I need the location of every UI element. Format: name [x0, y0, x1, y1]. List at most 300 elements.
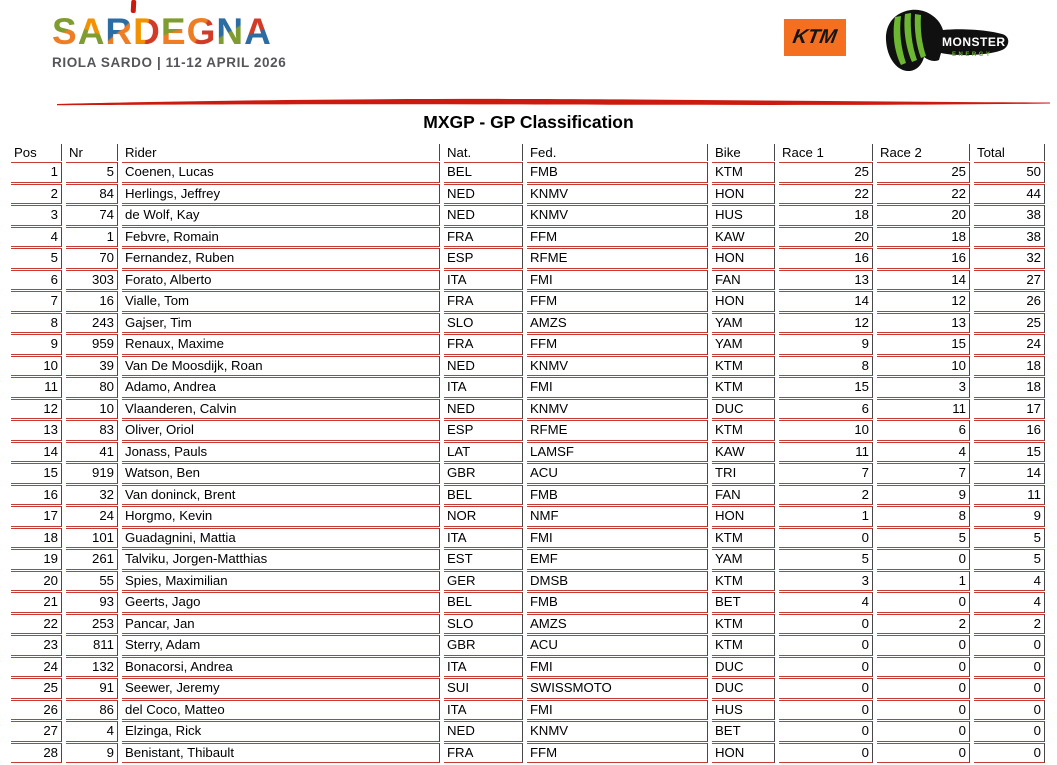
cell-fed: ACU: [527, 463, 708, 484]
cell-rider: Febvre, Romain: [122, 227, 440, 248]
cell-bike: BET: [712, 721, 775, 742]
cell-nat: FRA: [444, 334, 523, 355]
brush-line-decoration: [55, 96, 1052, 110]
cell-race1: 3: [779, 571, 873, 592]
logo-letter: A: [244, 11, 272, 52]
column-header-rider: Rider: [122, 144, 440, 161]
cell-nr: 41: [66, 442, 118, 463]
table-row: [11, 721, 1045, 742]
table-row: [11, 571, 1045, 592]
cell-rider: Oliver, Oriol: [122, 420, 440, 441]
cell-bike: KTM: [712, 635, 775, 656]
cell-bike: FAN: [712, 270, 775, 291]
cell-fed: LAMSF: [527, 442, 708, 463]
page-title: MXGP - GP Classification: [423, 112, 634, 132]
cell-pos: 5: [11, 248, 62, 269]
logo-letter: E: [160, 11, 187, 52]
cell-pos: 2: [11, 184, 62, 205]
cell-nat: ITA: [444, 377, 523, 398]
cell-race2: 3: [877, 377, 970, 398]
cell-pos: 15: [11, 463, 62, 484]
cell-fed: KNMV: [527, 399, 708, 420]
table-row: [11, 549, 1045, 570]
cell-race1: 0: [779, 657, 873, 678]
cell-bike: DUC: [712, 657, 775, 678]
cell-race1: 0: [779, 678, 873, 699]
cell-bike: KTM: [712, 420, 775, 441]
cell-race2: 22: [877, 184, 970, 205]
cell-race2: 8: [877, 506, 970, 527]
cell-race2: 12: [877, 291, 970, 312]
table-row: [11, 377, 1045, 398]
cell-race1: 8: [779, 356, 873, 377]
cell-pos: 28: [11, 743, 62, 764]
cell-total: 4: [974, 592, 1045, 613]
cell-total: 5: [974, 549, 1045, 570]
cell-fed: FMB: [527, 485, 708, 506]
cell-pos: 4: [11, 227, 62, 248]
cell-race2: 10: [877, 356, 970, 377]
cell-fed: FMI: [527, 377, 708, 398]
cell-race2: 20: [877, 205, 970, 226]
table-row: [11, 227, 1045, 248]
cell-nr: 24: [66, 506, 118, 527]
cell-fed: SWISSMOTO: [527, 678, 708, 699]
cell-nat: ITA: [444, 700, 523, 721]
cell-race1: 5: [779, 549, 873, 570]
cell-bike: YAM: [712, 313, 775, 334]
cell-bike: HON: [712, 248, 775, 269]
table-body: [11, 162, 1045, 763]
cell-fed: FFM: [527, 334, 708, 355]
cell-fed: AMZS: [527, 313, 708, 334]
column-header-pos: Pos: [11, 144, 62, 161]
cell-fed: FMI: [527, 657, 708, 678]
column-header-race1: Race 1: [779, 144, 873, 161]
cell-rider: Elzinga, Rick: [122, 721, 440, 742]
cell-pos: 25: [11, 678, 62, 699]
cell-rider: Fernandez, Ruben: [122, 248, 440, 269]
cell-total: 26: [974, 291, 1045, 312]
cell-race1: 2: [779, 485, 873, 506]
cell-total: 18: [974, 377, 1045, 398]
cell-total: 15: [974, 442, 1045, 463]
cell-rider: Bonacorsi, Andrea: [122, 657, 440, 678]
cell-total: 38: [974, 205, 1045, 226]
cell-fed: KNMV: [527, 184, 708, 205]
cell-nat: ITA: [444, 657, 523, 678]
cell-rider: Vialle, Tom: [122, 291, 440, 312]
cell-rider: Van De Moosdijk, Roan: [122, 356, 440, 377]
table-row: [11, 184, 1045, 205]
table-row: [11, 162, 1045, 183]
cell-nat: NED: [444, 399, 523, 420]
cell-pos: 11: [11, 377, 62, 398]
cell-race1: 13: [779, 270, 873, 291]
cell-bike: HUS: [712, 205, 775, 226]
cell-nat: FRA: [444, 227, 523, 248]
cell-race2: 16: [877, 248, 970, 269]
cell-nat: ITA: [444, 528, 523, 549]
cell-nat: GER: [444, 571, 523, 592]
cell-nr: 1: [66, 227, 118, 248]
cell-total: 4: [974, 571, 1045, 592]
table-row: [11, 635, 1045, 656]
cell-bike: HUS: [712, 700, 775, 721]
cell-fed: DMSB: [527, 571, 708, 592]
cell-race2: 14: [877, 270, 970, 291]
cell-nat: ITA: [444, 270, 523, 291]
cell-race2: 0: [877, 721, 970, 742]
cell-race1: 1: [779, 506, 873, 527]
cell-pos: 6: [11, 270, 62, 291]
logo-letter: G: [186, 11, 217, 52]
cell-total: 18: [974, 356, 1045, 377]
cell-pos: 24: [11, 657, 62, 678]
cell-nat: GBR: [444, 463, 523, 484]
cell-race1: 11: [779, 442, 873, 463]
cell-nat: SLO: [444, 614, 523, 635]
cell-race2: 0: [877, 678, 970, 699]
cell-total: 9: [974, 506, 1045, 527]
cell-race2: 0: [877, 657, 970, 678]
cell-fed: EMF: [527, 549, 708, 570]
cell-bike: FAN: [712, 485, 775, 506]
cell-pos: 10: [11, 356, 62, 377]
column-header-bike: Bike: [712, 144, 775, 161]
cell-total: 0: [974, 635, 1045, 656]
cell-total: 14: [974, 463, 1045, 484]
table-row: [11, 334, 1045, 355]
table-row: [11, 614, 1045, 635]
cell-nr: 811: [66, 635, 118, 656]
cell-bike: HON: [712, 291, 775, 312]
table-row: [11, 678, 1045, 699]
cell-total: 44: [974, 184, 1045, 205]
cell-race1: 0: [779, 743, 873, 764]
table-row: [11, 592, 1045, 613]
cell-nr: 4: [66, 721, 118, 742]
cell-nr: 39: [66, 356, 118, 377]
cell-rider: Adamo, Andrea: [122, 377, 440, 398]
classification-table: [7, 143, 1049, 764]
cell-total: 38: [974, 227, 1045, 248]
cell-nat: NED: [444, 721, 523, 742]
cell-rider: Horgmo, Kevin: [122, 506, 440, 527]
cell-nr: 253: [66, 614, 118, 635]
cell-race1: 14: [779, 291, 873, 312]
cell-total: 32: [974, 248, 1045, 269]
logo-letter: A: [77, 11, 106, 52]
table-row: [11, 442, 1045, 463]
cell-fed: FMB: [527, 592, 708, 613]
cell-race1: 0: [779, 528, 873, 549]
cell-race2: 11: [877, 399, 970, 420]
cell-fed: FMI: [527, 528, 708, 549]
cell-race2: 4: [877, 442, 970, 463]
cell-rider: Renaux, Maxime: [122, 334, 440, 355]
cell-nat: NED: [444, 205, 523, 226]
cell-nr: 10: [66, 399, 118, 420]
cell-fed: FMI: [527, 700, 708, 721]
cell-bike: HON: [712, 743, 775, 764]
cell-bike: KTM: [712, 162, 775, 183]
cell-pos: 8: [11, 313, 62, 334]
cell-pos: 12: [11, 399, 62, 420]
cell-bike: DUC: [712, 678, 775, 699]
cell-pos: 17: [11, 506, 62, 527]
cell-pos: 23: [11, 635, 62, 656]
cell-total: 17: [974, 399, 1045, 420]
cell-race2: 7: [877, 463, 970, 484]
event-location-date: RIOLA SARDO | 11-12 APRIL 2026: [52, 55, 287, 70]
cell-race2: 6: [877, 420, 970, 441]
cell-rider: Vlaanderen, Calvin: [122, 399, 440, 420]
table-row: [11, 248, 1045, 269]
cell-bike: KAW: [712, 442, 775, 463]
cell-race2: 9: [877, 485, 970, 506]
cell-rider: Forato, Alberto: [122, 270, 440, 291]
cell-nr: 55: [66, 571, 118, 592]
ktm-logo-label: KTM: [791, 26, 839, 48]
cell-fed: FFM: [527, 291, 708, 312]
logo-letter: N: [216, 11, 245, 52]
cell-total: 0: [974, 678, 1045, 699]
cell-pos: 7: [11, 291, 62, 312]
cell-total: 16: [974, 420, 1045, 441]
cell-nr: 9: [66, 743, 118, 764]
cell-pos: 26: [11, 700, 62, 721]
cell-pos: 19: [11, 549, 62, 570]
cell-total: 24: [974, 334, 1045, 355]
cell-rider: Herlings, Jeffrey: [122, 184, 440, 205]
cell-total: 25: [974, 313, 1045, 334]
table-row: [11, 420, 1045, 441]
cell-pos: 1: [11, 162, 62, 183]
cell-bike: KAW: [712, 227, 775, 248]
cell-rider: Geerts, Jago: [122, 592, 440, 613]
cell-rider: Guadagnini, Mattia: [122, 528, 440, 549]
cell-race2: 18: [877, 227, 970, 248]
cell-pos: 14: [11, 442, 62, 463]
cell-nr: 101: [66, 528, 118, 549]
cell-rider: Gajser, Tim: [122, 313, 440, 334]
cell-rider: Watson, Ben: [122, 463, 440, 484]
cell-pos: 9: [11, 334, 62, 355]
cell-nr: 16: [66, 291, 118, 312]
cell-total: 5: [974, 528, 1045, 549]
cell-fed: RFME: [527, 420, 708, 441]
monster-energy-logo: [878, 8, 1011, 76]
cell-total: 50: [974, 162, 1045, 183]
cell-rider: del Coco, Matteo: [122, 700, 440, 721]
column-header-race2: Race 2: [877, 144, 970, 161]
cell-fed: FMB: [527, 162, 708, 183]
cell-nat: LAT: [444, 442, 523, 463]
cell-bike: KTM: [712, 528, 775, 549]
cell-pos: 3: [11, 205, 62, 226]
cell-nat: FRA: [444, 743, 523, 764]
column-header-nat: Nat.: [444, 144, 523, 161]
cell-bike: BET: [712, 592, 775, 613]
cell-fed: FFM: [527, 743, 708, 764]
cell-nr: 80: [66, 377, 118, 398]
ktm-logo: [784, 19, 846, 56]
cell-race2: 0: [877, 549, 970, 570]
cell-bike: KTM: [712, 356, 775, 377]
table-header-row: [11, 144, 1045, 161]
cell-race1: 20: [779, 227, 873, 248]
cell-race1: 16: [779, 248, 873, 269]
cell-fed: ACU: [527, 635, 708, 656]
cell-total: 0: [974, 721, 1045, 742]
table-row: [11, 356, 1045, 377]
cell-nat: BEL: [444, 592, 523, 613]
cell-pos: 22: [11, 614, 62, 635]
cell-race1: 15: [779, 377, 873, 398]
cell-nat: NED: [444, 184, 523, 205]
monster-logo-label: MONSTER: [942, 35, 1006, 49]
cell-race2: 15: [877, 334, 970, 355]
cell-race1: 18: [779, 205, 873, 226]
cell-nat: NOR: [444, 506, 523, 527]
cell-rider: Jonass, Pauls: [122, 442, 440, 463]
cell-nr: 86: [66, 700, 118, 721]
cell-total: 0: [974, 743, 1045, 764]
cell-race1: 22: [779, 184, 873, 205]
cell-bike: TRI: [712, 463, 775, 484]
cell-race2: 0: [877, 700, 970, 721]
table-row: [11, 743, 1045, 764]
cell-total: 27: [974, 270, 1045, 291]
cell-total: 11: [974, 485, 1045, 506]
cell-nr: 74: [66, 205, 118, 226]
cell-nr: 91: [66, 678, 118, 699]
cell-nat: ESP: [444, 420, 523, 441]
cell-pos: 27: [11, 721, 62, 742]
cell-race2: 0: [877, 743, 970, 764]
cell-nr: 959: [66, 334, 118, 355]
cell-nr: 84: [66, 184, 118, 205]
cell-bike: HON: [712, 184, 775, 205]
cell-rider: Benistant, Thibault: [122, 743, 440, 764]
cell-nat: SUI: [444, 678, 523, 699]
cell-race1: 9: [779, 334, 873, 355]
cell-bike: HON: [712, 506, 775, 527]
cell-fed: AMZS: [527, 614, 708, 635]
cell-bike: KTM: [712, 614, 775, 635]
cell-nr: 70: [66, 248, 118, 269]
cell-pos: 18: [11, 528, 62, 549]
cell-race2: 1: [877, 571, 970, 592]
cell-rider: Pancar, Jan: [122, 614, 440, 635]
table-row: [11, 506, 1045, 527]
cell-race1: 4: [779, 592, 873, 613]
table-row: [11, 700, 1045, 721]
cell-bike: YAM: [712, 549, 775, 570]
cell-fed: NMF: [527, 506, 708, 527]
cell-race1: 0: [779, 721, 873, 742]
cell-nr: 919: [66, 463, 118, 484]
table-row: [11, 205, 1045, 226]
cell-race2: 0: [877, 635, 970, 656]
cell-total: 2: [974, 614, 1045, 635]
cell-nat: BEL: [444, 162, 523, 183]
cell-nr: 83: [66, 420, 118, 441]
cell-fed: RFME: [527, 248, 708, 269]
cell-race1: 0: [779, 614, 873, 635]
cell-nat: BEL: [444, 485, 523, 506]
table-row: [11, 485, 1045, 506]
cell-fed: KNMV: [527, 205, 708, 226]
cell-race1: 12: [779, 313, 873, 334]
cell-total: 0: [974, 657, 1045, 678]
cell-race2: 25: [877, 162, 970, 183]
cell-fed: KNMV: [527, 721, 708, 742]
cell-race1: 6: [779, 399, 873, 420]
cell-fed: KNMV: [527, 356, 708, 377]
logo-letter: R: [105, 11, 134, 52]
column-header-fed: Fed.: [527, 144, 708, 161]
cell-race1: 7: [779, 463, 873, 484]
cell-nat: ESP: [444, 248, 523, 269]
cell-rider: Coenen, Lucas: [122, 162, 440, 183]
cell-bike: KTM: [712, 377, 775, 398]
cell-bike: KTM: [712, 571, 775, 592]
column-header-total: Total: [974, 144, 1045, 161]
table-row: [11, 657, 1045, 678]
cell-nr: 243: [66, 313, 118, 334]
table-row: [11, 313, 1045, 334]
cell-pos: 21: [11, 592, 62, 613]
cell-race1: 0: [779, 700, 873, 721]
table-row: [11, 528, 1045, 549]
cell-nr: 132: [66, 657, 118, 678]
cell-nat: GBR: [444, 635, 523, 656]
cell-rider: Talviku, Jorgen-Matthias: [122, 549, 440, 570]
cell-rider: Sterry, Adam: [122, 635, 440, 656]
cell-rider: Spies, Maximilian: [122, 571, 440, 592]
cell-race1: 10: [779, 420, 873, 441]
table-row: [11, 270, 1045, 291]
cell-nat: SLO: [444, 313, 523, 334]
cell-fed: FMI: [527, 270, 708, 291]
cell-race2: 2: [877, 614, 970, 635]
cell-pos: 13: [11, 420, 62, 441]
cell-nat: EST: [444, 549, 523, 570]
cell-total: 0: [974, 700, 1045, 721]
cell-nr: 261: [66, 549, 118, 570]
logo-letter: D: [133, 11, 161, 52]
cell-bike: DUC: [712, 399, 775, 420]
cell-nr: 303: [66, 270, 118, 291]
table-row: [11, 291, 1045, 312]
cell-rider: Seewer, Jeremy: [122, 678, 440, 699]
event-logo-wordmark: [52, 13, 286, 50]
cell-rider: Van doninck, Brent: [122, 485, 440, 506]
cell-race1: 25: [779, 162, 873, 183]
cell-nat: NED: [444, 356, 523, 377]
cell-race1: 0: [779, 635, 873, 656]
cell-nat: FRA: [444, 291, 523, 312]
logo-letter: S: [52, 11, 78, 52]
cell-nr: 32: [66, 485, 118, 506]
cell-nr: 5: [66, 162, 118, 183]
cell-pos: 20: [11, 571, 62, 592]
cell-rider: de Wolf, Kay: [122, 205, 440, 226]
cell-race2: 0: [877, 592, 970, 613]
table-row: [11, 463, 1045, 484]
